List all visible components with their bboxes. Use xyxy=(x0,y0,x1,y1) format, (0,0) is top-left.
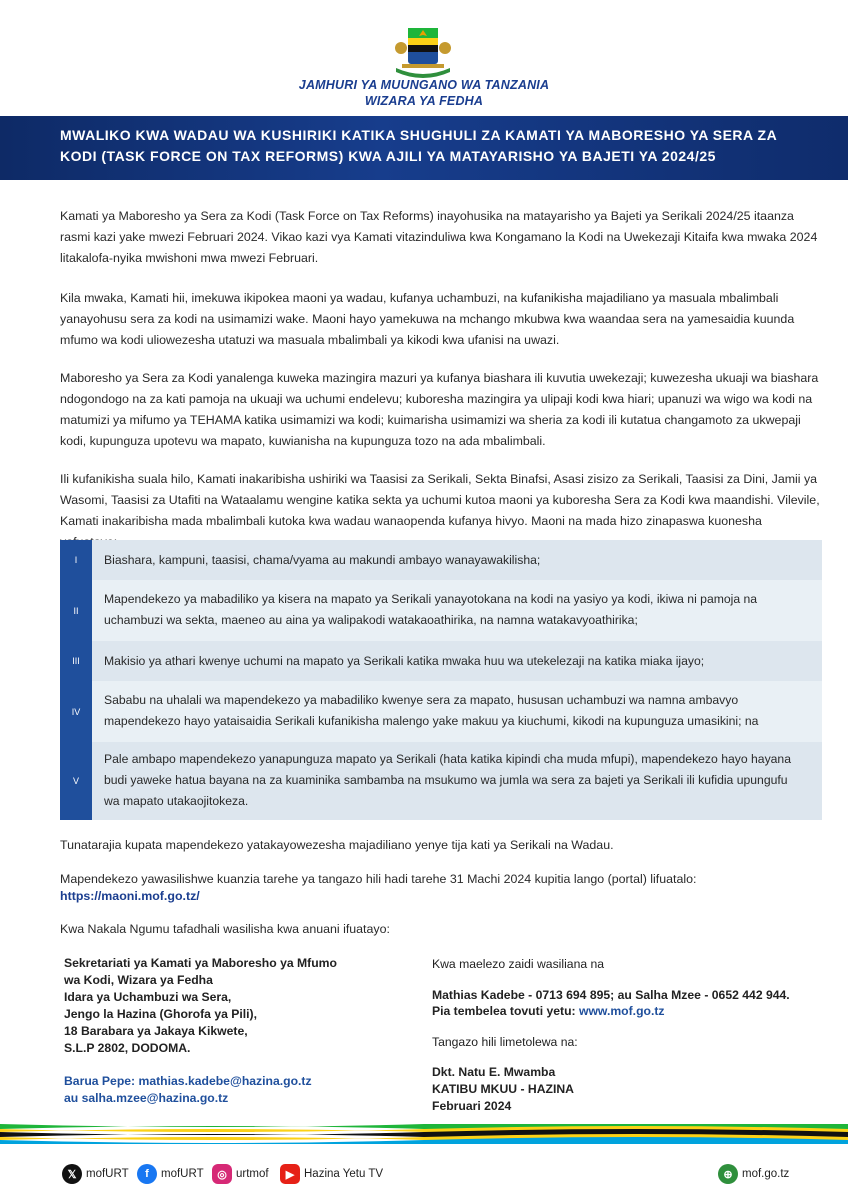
address-line: S.L.P 2802, DODOMA. xyxy=(64,1041,191,1055)
address-line: 18 Barabara ya Jakaya Kikwete, xyxy=(64,1024,248,1038)
paragraph-objectives: Maboresho ya Sera za Kodi yanalenga kuweka mazingira mazuri ya kufanya biashara ili kuvutia uwekezaji; kuwezesha ukuaji wa biashara ndogondogo na za kati pamoja na ukuaji wa uchumi endelevu; kuboresha mazingira ya ulipaji kodi kwa hiari; upanuzi wa wigo wa kodi na matumizi ya mifumo ya TEHAMA katika usimamizi wa kodi; kuimarisha usimamizi wa sheria za kodi ili kutatua changamoto za ukwepaji kodi, kupunguza upotevu wa mapato, kuwianisha na kupunguza tozo na ada mbalimbali. xyxy=(60,371,819,448)
list-item-number: V xyxy=(60,742,92,820)
website-line xyxy=(432,1003,832,1020)
list-item xyxy=(60,641,822,681)
ministry-name: WIZARA YA FEDHA xyxy=(364,94,484,108)
address-line: Jengo la Hazina (Ghorofa ya Pili), xyxy=(64,1007,258,1021)
social-handle: urtmof xyxy=(236,1168,269,1180)
contact-intro: Kwa maelezo zaidi wasiliana na xyxy=(432,957,605,971)
postal-address xyxy=(64,955,394,1057)
email-line[interactable]: au salha.mzee@hazina.go.tz xyxy=(64,1091,229,1105)
list-item xyxy=(60,681,822,742)
facebook-icon: f xyxy=(137,1164,157,1184)
social-link-facebook[interactable] xyxy=(137,1163,204,1185)
list-item-number: IV xyxy=(60,681,92,742)
instagram-icon: ◎ xyxy=(212,1164,232,1184)
closing-statement: Tunatarajia kupata mapendekezo yatakayowezesha majadiliano yenye tija kati ya Serikali na Wadau. xyxy=(60,838,614,852)
youtube-icon: ▶ xyxy=(280,1164,300,1184)
footer-website: mof.go.tz xyxy=(742,1168,790,1180)
social-link-x[interactable] xyxy=(62,1163,129,1185)
list-item xyxy=(60,742,822,820)
email-contacts xyxy=(64,1073,404,1107)
website-prefix: Pia tembelea tovuti yetu: xyxy=(432,1004,579,1018)
requirements-list xyxy=(60,540,822,820)
paragraph-history: Kila mwaka, Kamati hii, imekuwa ikipokea maoni ya wadau, kufanya uchambuzi, na kufanikisha majadiliano ya masuala mbalimbali yanayohusu sera za kodi na usimamizi wake. Maoni hayo yamekuwa na mchango mkubwa kwa waandaa sera na yamesaidia kuunda mfumo wa kodi uliowezesha utatuzi wa masuala mbalimbali ya kikodi kwa ufanisi na uwazi. xyxy=(60,291,795,347)
list-item-text: Pale ambapo mapendekezo yanapunguza mapato ya Serikali (hata katika kipindi cha muda mfupi), mapendekezo hayo hayana budi yaweke hatua bayana na za kuaminika sambamba na msukumo wa jumla wa sera za bajeti ya Serikali ili kufidia upungufu wa mapato utakaojitokeza. xyxy=(104,752,791,808)
submission-instructions: Mapendekezo yawasilishwe kuanzia tarehe ya tangazo hili hadi tarehe 31 Machi 2024 kupitia lango (portal) lifuatalo: xyxy=(60,872,697,886)
issued-by-label: Tangazo hili limetolewa na: xyxy=(432,1035,578,1049)
globe-icon: ⊕ xyxy=(718,1164,738,1184)
address-line: Idara ya Uchambuzi wa Sera, xyxy=(64,990,232,1004)
title-banner xyxy=(0,116,848,180)
signature-block xyxy=(432,1064,832,1115)
footer-website-link[interactable] xyxy=(718,1163,789,1185)
hardcopy-instructions: Kwa Nakala Ngumu tafadhali wasilisha kwa anuani ifuatayo: xyxy=(60,922,390,936)
list-item xyxy=(60,540,822,580)
list-item-number: II xyxy=(60,580,92,641)
flag-stripes-decoration xyxy=(0,1124,848,1144)
email-line[interactable]: Barua Pepe: mathias.kadebe@hazina.go.tz xyxy=(64,1074,312,1088)
list-item xyxy=(60,580,822,641)
list-item-text: Biashara, kampuni, taasisi, chama/vyama au makundi ambayo wanayawakilisha; xyxy=(104,553,541,567)
coat-of-arms-logo xyxy=(392,24,454,80)
paragraph-invitation: Ili kufanikisha suala hilo, Kamati inakaribisha ushiriki wa Taasisi za Serikali, Sekta Binafsi, Asasi zisizo za Serikali, Taasisi za Dini, Jamii ya Wasomi, Taasisi za Utafiti na Wataalamu wengine katika sekta ya uchumi kutoa maoni ya kuboresha Sera za Kodi kwa maandishi. Vilevile, Kamati inakaribisha mada mbalimbali kutoka kwa wadau wanaopenda kufanya hivyo. Maoni na mada hizo zinapaswa kuonesha xyxy=(60,472,820,528)
social-link-youtube[interactable] xyxy=(280,1163,383,1185)
country-name: JAMHURI YA MUUNGANO WA TANZANIA xyxy=(298,78,550,92)
social-link-instagram[interactable] xyxy=(212,1163,269,1185)
list-item-text: Sababu na uhalali wa mapendekezo ya mabadiliko kwenye sera za mapato, hususan uchambuzi wa namna ambavyo mapendekezo hayo yataisaidia Serikali kufanikisha malengo yake makuu ya kiuchumi, kikodi na kupunguza umasikini; na xyxy=(104,693,759,728)
list-item-text: Makisio ya athari kwenye uchumi na mapato ya Serikali katika mwaka huu wa utekelezaji na katika miaka ijayo; xyxy=(104,654,705,668)
list-item-number: I xyxy=(60,540,92,580)
list-item-text: Mapendekezo ya mabadiliko ya kisera na mapato ya Serikali yanayotokana na kodi na yasiyo ya kodi, ikiwa ni pamoja na uchambuzi wa sekta, maeneo au aina ya walipakodi watakaoathirika, na namna watakavyoathirika; xyxy=(104,592,758,627)
address-line: wa Kodi, Wizara ya Fedha xyxy=(64,973,213,987)
address-line: Sekretariati ya Kamati ya Maboresho ya Mfumo xyxy=(64,956,337,970)
contact-phones: Mathias Kadebe - 0713 694 895; au Salha Mzee - 0652 442 944. xyxy=(432,988,790,1002)
footer-bar xyxy=(0,1150,848,1200)
portal-link[interactable]: https://maoni.mof.go.tz/ xyxy=(60,889,200,903)
notice-date: Februari 2024 xyxy=(432,1099,512,1113)
website-link[interactable]: www.mof.go.tz xyxy=(578,1004,665,1018)
list-item-number: III xyxy=(60,641,92,681)
x-icon: 𝕏 xyxy=(62,1164,82,1184)
social-handle: mofURT xyxy=(86,1168,129,1180)
signatory-name: Dkt. Natu E. Mwamba xyxy=(432,1065,556,1079)
signatory-title: KATIBU MKUU - HAZINA xyxy=(432,1082,574,1096)
social-handle: Hazina Yetu TV xyxy=(304,1168,384,1180)
notice-title: MWALIKO KWA WADAU WA KUSHIRIKI KATIKA SHUGHULI ZA KAMATI YA MABORESHO YA SERA ZA KODI (TASK FORCE ON TAX REFORMS) KWA AJILI YA MATAYARISHO YA BAJETI YA 2024/25 xyxy=(60,127,777,164)
social-handle: mofURT xyxy=(161,1168,204,1180)
paragraph-intro: Kamati ya Maboresho ya Sera za Kodi (Task Force on Tax Reforms) inayohusika na matayarisho ya Bajeti ya Serikali 2024/25 itaanza rasmi kazi yake mwezi Februari 2024. Vikao kazi vya Kamati vitazinduliwa kwa Kongamano la Kodi na Uwekezaji Kitaifa kwa mwaka 2024 litakalofa-nyika mwishoni mwa mwezi Februari. xyxy=(60,209,818,265)
